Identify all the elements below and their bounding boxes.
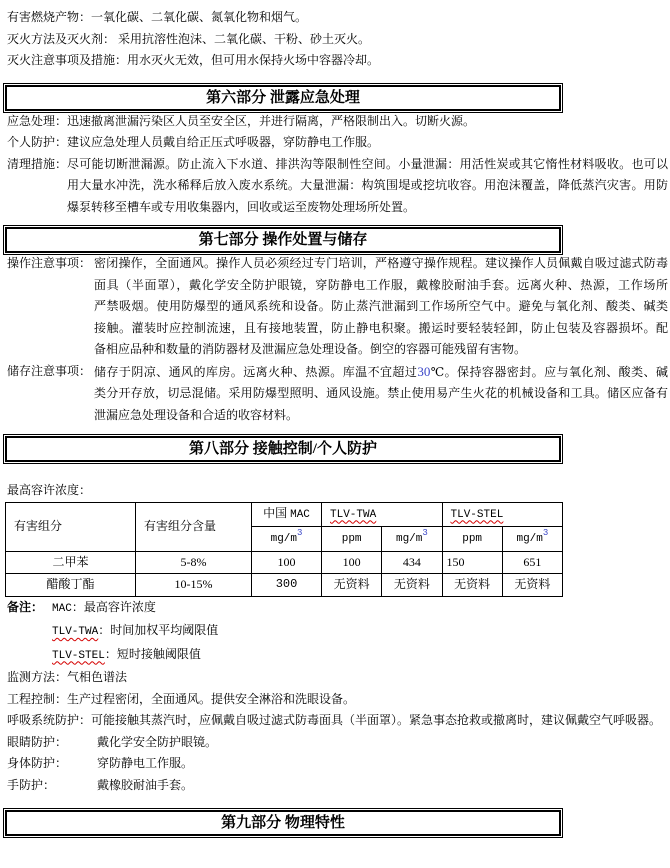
cell-twa-ppm: 无资料 [322,574,382,597]
cell-component: 二甲苯 [6,551,136,574]
cell-stel-mg: 无资料 [502,574,562,597]
storage-line: 类分开存放，切忌混储。采用防爆型照明、通风设施。禁止使用易产生火花的机械设备和工具。储区应备有 [94,386,668,400]
notes-label: 备注： [7,599,44,614]
emergency-handling-label: 应急处理： [7,113,68,128]
twa-text: ：时间加权平均阈限值 [98,623,219,637]
body-protection-text: 穿防静电工作服。 [97,756,194,770]
mac-term: MAC [52,602,72,615]
unit-sup: 3 [297,528,303,538]
operation-precautions-paragraph [7,253,668,361]
column-header-china-mac [252,502,322,527]
personal-protection-label: 个人防护： [7,135,68,149]
table-header-row [6,502,563,527]
cell-twa-ppm: 100 [322,551,382,574]
storage-line-text: 储存于阴凉、通风的库房。远离火种、热源。库温不宜超过 [94,364,418,379]
tlv-twa-term: TLV-TWA [330,508,377,521]
operation-line: 严禁吸烟。使用防爆型的通风系统和设备。防止蒸汽泄漏到工作场所空气中。避免与氧化剂、酸类、碱类 [94,299,668,313]
cleanup-text [67,154,668,219]
emergency-handling-text: 迅速撤离泄漏污染区人员至安全区，并进行隔离，严格限制出入。切断火源。 [67,113,476,128]
operation-line: 面具（半面罩），戴化学安全防护眼镜，穿防静电工作服，戴橡胶耐油手套。远离火种、热源，工作场所 [94,277,668,292]
emergency-handling-paragraph [7,111,668,133]
cell-mac: 100 [252,551,322,574]
unit-ppm [442,527,502,552]
storage-line: 泄漏应急处理设备和合适的收容材料。 [94,407,299,422]
unit-mg-m3 [502,527,562,552]
respiratory-protection-label: 呼吸系统防护： [7,713,92,727]
extinguishing-method-line: 灭火方法及灭火剂： 采用抗溶性泡沫、二氧化碳、干粉、砂土灭火。 [7,31,371,46]
tlv-stel-term: TLV-STEL [450,508,504,521]
unit-sup: 3 [542,528,549,538]
column-header-tlv-stel [442,502,563,527]
stel-text: ：短时接触阈限值 [104,646,201,661]
hand-protection-text: 戴橡胶耐油手套。 [97,777,194,792]
cell-component: 醋酸丁酯 [6,574,136,597]
section9-header: 第九部分 物理特性 [5,810,561,836]
max-allowed-concentration-label: 最高容许浓度： [7,483,92,497]
operation-precautions-label: 操作注意事项： [7,256,95,270]
hand-protection-label: 手防护： [7,777,56,792]
notes-block [7,597,668,668]
operation-precautions-text [94,253,668,361]
cell-stel-ppm: 无资料 [442,574,502,597]
tlv-stel-term: TLV-STEL [52,649,105,662]
personal-protection-paragraph [7,132,668,154]
cleanup-line: 尽可能切断泄漏源。防止流入下水道、排洪沟等限制性空间。小量泄漏：用活性炭或其它惰性材料吸收。也可以 [67,156,668,171]
cell-content: 10-15% [136,574,252,597]
operation-line: 备相应品种和数量的消防器材及泄漏应急处理设备。倒空的容器可能残留有害物。 [94,342,527,356]
unit-ppm [322,527,382,552]
eye-protection-line [7,732,668,754]
cell-twa-mg: 434 [382,551,442,574]
body-protection-line [7,753,668,775]
cell-mac: 300 [252,574,322,597]
engineering-control-line [7,689,668,711]
unit-ppm-text: ppm [462,533,483,545]
cleanup-label: 清理措施： [7,156,68,171]
china-mac-cn: 中国 [263,505,291,520]
unit-mg: mg/m [516,533,543,545]
respiratory-protection-line [7,710,668,732]
notes-content [52,597,218,668]
cleanup-line: 用大量水冲洗，洗水稀释后放入废水系统。大量泄漏：构筑围堤或挖坑收容。用泡沫覆盖，降低蒸汽灾害。用防 [67,178,668,192]
storage-precautions-text [94,361,668,427]
operation-line: 接触。灌装时应控制流速，且有接地装置，防止静电积聚。搬运时要轻装轻卸，防止包装及容器损坏。配 [94,320,668,335]
tlv-twa-term: TLV-TWA [52,626,99,638]
personal-protection-text: 建议应急处理人员戴自给正压式呼吸器，穿防静电工作服。 [67,135,380,149]
cell-twa-mg: 无资料 [382,574,442,597]
mac-text: ：最高容许浓度 [71,599,156,614]
extinguishing-precaution-line: 灭火注意事项及措施：用水灭火无效，但可用水保持火场中容器冷却。 [7,53,380,67]
note-mac [52,597,218,621]
respiratory-protection-text: 可能接触其蒸汽时，应佩戴自吸过滤式防毒面具（半面罩）。紧急事态抢救或撤离时，建议佩戴空气呼吸器。 [91,713,662,727]
unit-ppm-text: ppm [341,533,362,545]
cell-stel-ppm: 150 [442,551,502,574]
note-twa [52,620,218,644]
section6-header: 第六部分 泄露应急处理 [5,85,561,111]
exposure-limits-table [5,502,563,597]
body-protection-label: 身体防护： [7,756,68,770]
table-row-butyl-acetate [6,574,563,597]
storage-temperature-value: 30 [417,363,431,379]
operation-line: 密闭操作，全面通风。操作人员必须经过专门培训，严格遵守操作规程。建议操作人员佩戴自吸过滤式防毒 [94,256,668,270]
eye-protection-text: 戴化学安全防护眼镜。 [97,734,218,749]
hand-protection-line [7,775,668,797]
combustion-products-line: 有害燃烧产物：一氧化碳、二氧化碳、氮氧化物和烟气。 [7,10,308,24]
cleanup-line: 爆泵转移至槽车或专用收集器内，回收或运至废物处理场所处置。 [67,199,416,214]
table-row-xylene [6,551,563,574]
unit-mg: mg/m [270,533,297,545]
eye-protection-label: 眼睛防护： [7,734,68,749]
column-header-content: 有害组分含量 [136,502,252,551]
column-header-tlv-twa [322,502,443,527]
section8-header: 第八部分 接触控制/个人防护 [5,436,561,462]
unit-mg-m3 [252,527,322,552]
cell-stel-mg: 651 [502,551,562,574]
china-mac-en: MAC [290,508,310,521]
cleanup-paragraph [7,154,668,219]
monitoring-method-label: 监测方法： [7,670,68,684]
storage-precautions-label: 储存注意事项： [7,363,95,378]
engineering-control-label: 工程控制： [7,691,68,706]
unit-mg: mg/m [395,533,423,545]
storage-line-text: ℃。保持容器密封。应与氧化剂、酸类、碱 [430,364,668,379]
unit-mg-m3 [382,527,442,552]
engineering-control-text: 生产过程密闭，全面通风。提供安全淋浴和洗眼设备。 [67,691,356,706]
cell-content: 5-8% [136,551,252,574]
storage-line [94,361,668,384]
section7-header: 第七部分 操作处置与储存 [5,227,561,253]
monitoring-method-line [7,667,668,689]
unit-sup: 3 [422,528,428,538]
storage-precautions-paragraph [7,361,668,427]
note-stel [52,644,218,668]
column-header-component: 有害组分 [6,502,136,551]
monitoring-method-text: 气相色谱法 [67,670,128,684]
